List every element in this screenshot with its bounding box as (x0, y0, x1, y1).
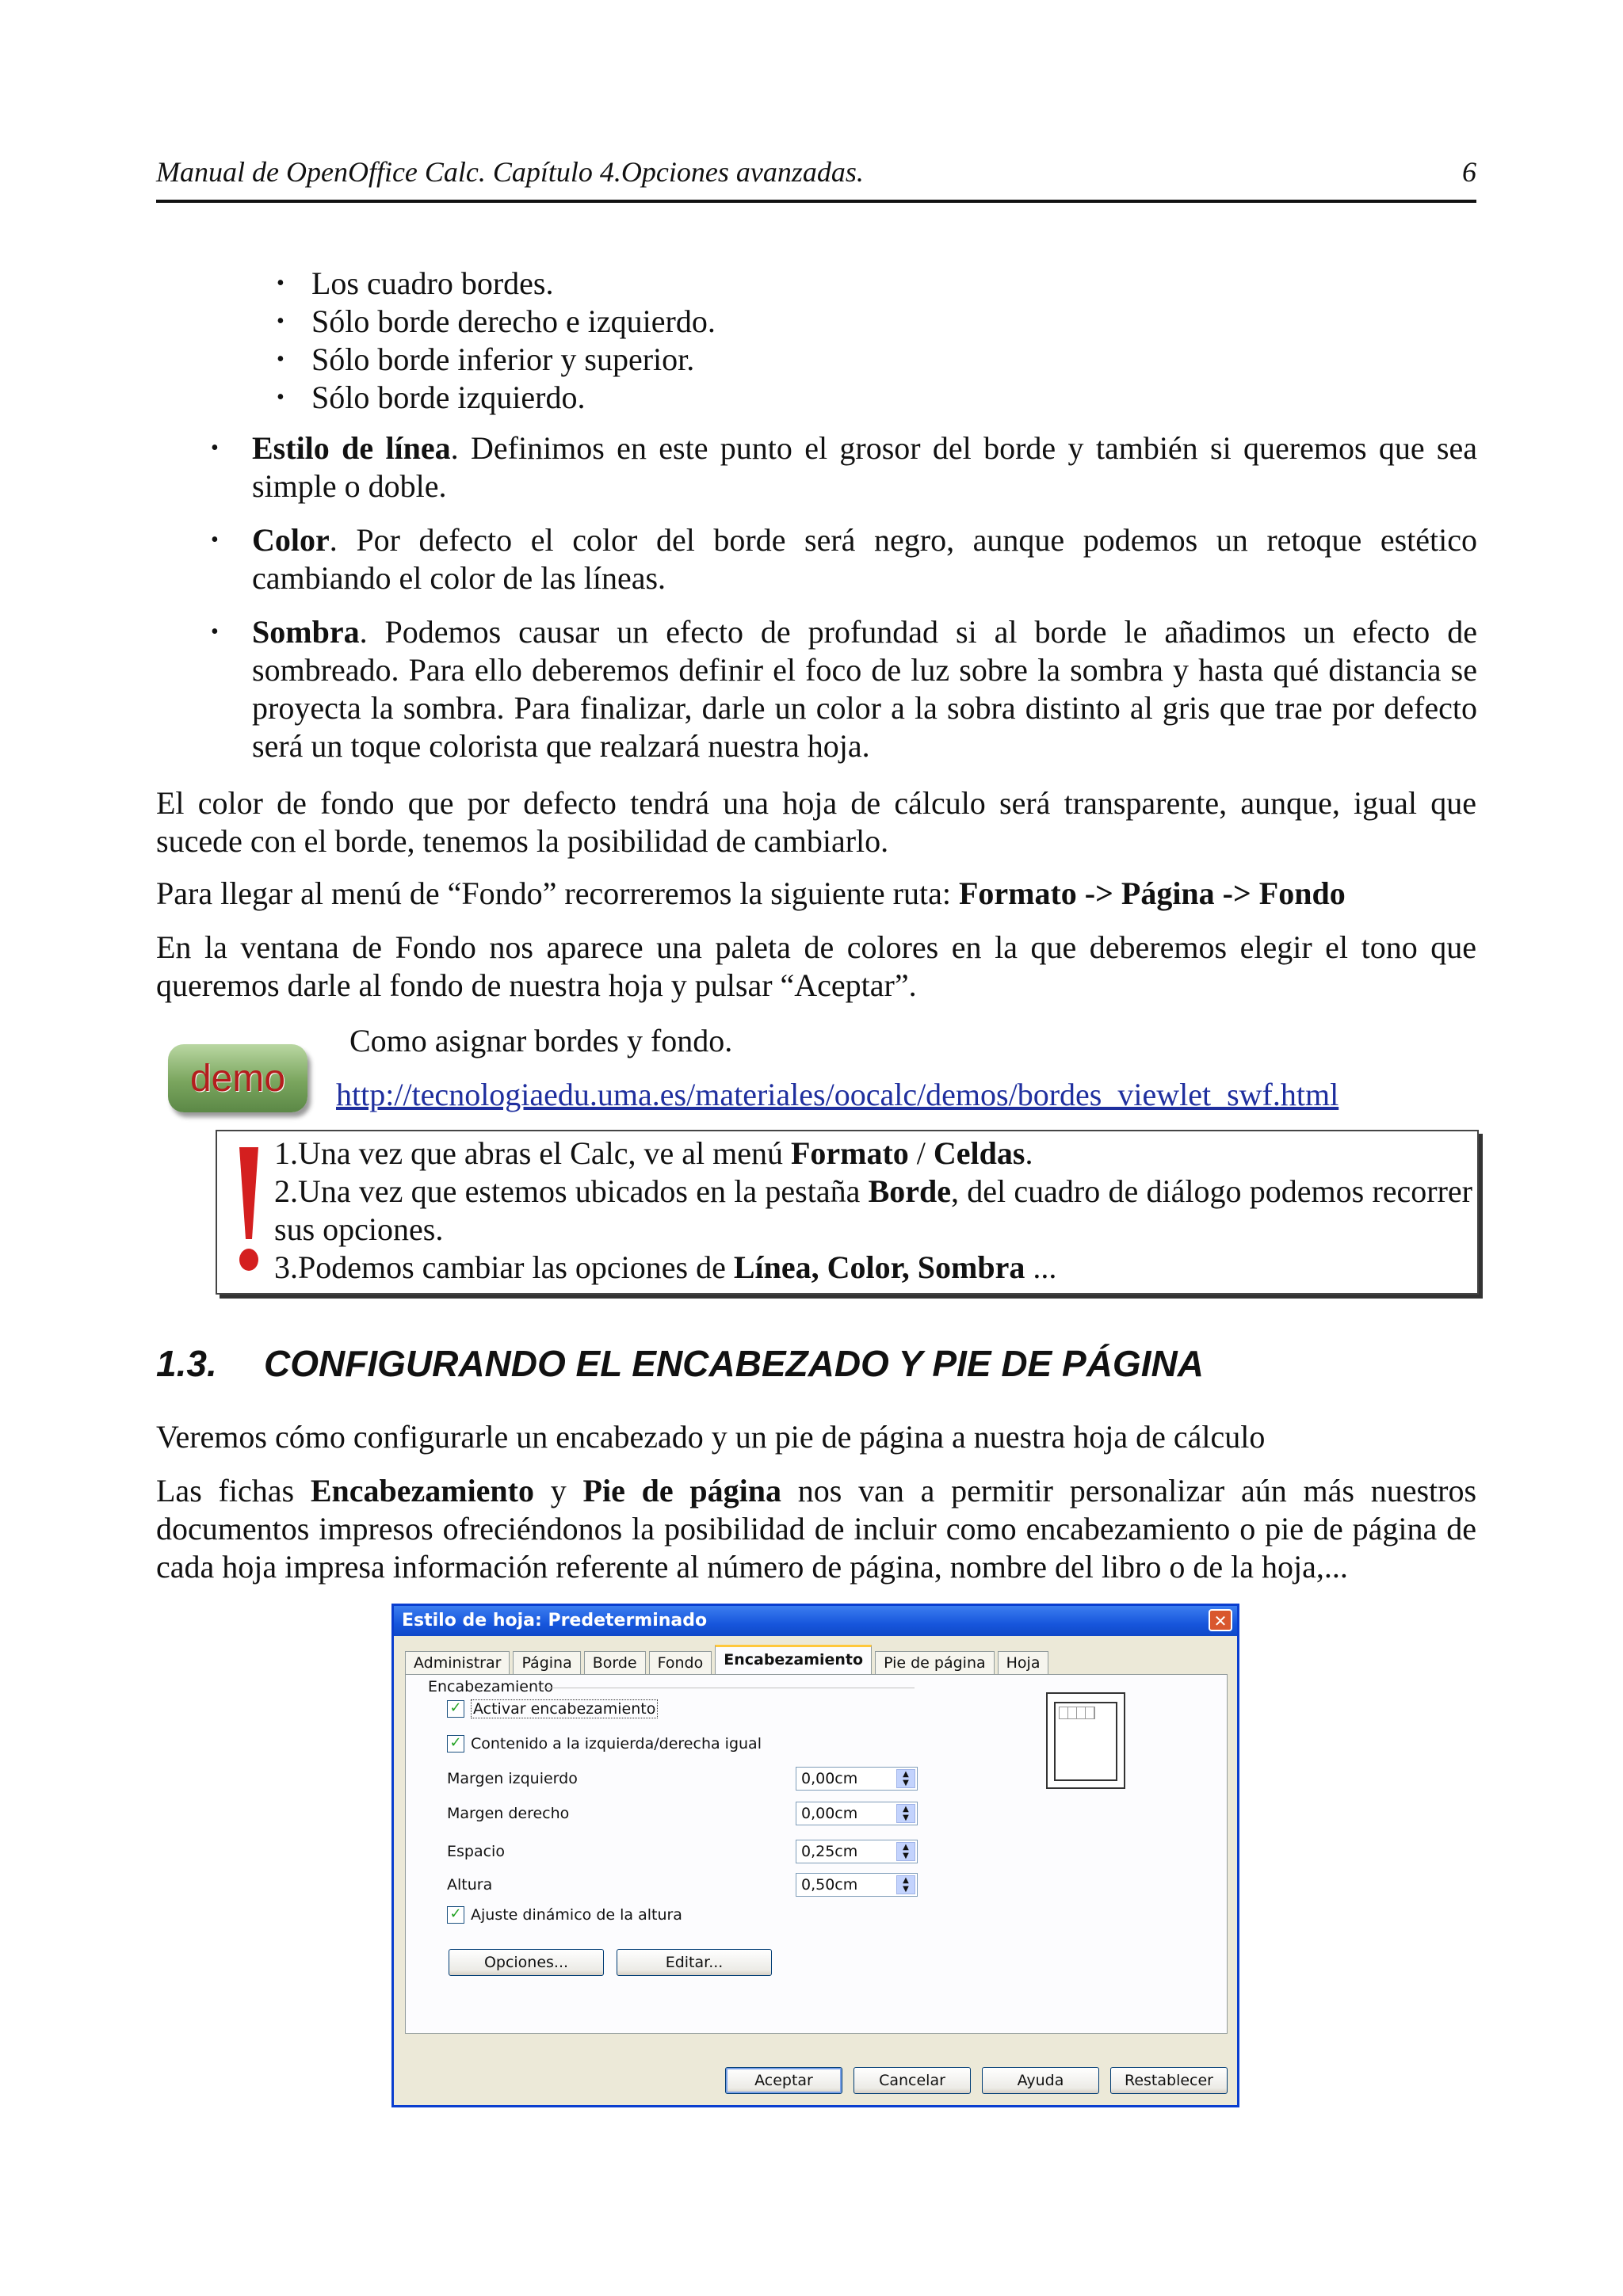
edit-button[interactable]: Editar... (617, 1949, 772, 1976)
spacing-spinner[interactable]: 0,25cm ▲ ▼ (796, 1840, 918, 1863)
header-title: Manual de OpenOffice Calc. Capítulo 4.Opciones avanzadas. (156, 156, 864, 188)
list-item: • Los cuadro bordes. (311, 265, 716, 303)
tab-hoja[interactable]: Hoja (998, 1651, 1049, 1674)
cancel-button[interactable]: Cancelar (854, 2067, 971, 2094)
reset-button[interactable]: Restablecer (1110, 2067, 1228, 2094)
term: Sombra (252, 614, 360, 650)
list-item: • Sólo borde derecho e izquierdo. (311, 303, 716, 341)
page-number: 6 (1462, 156, 1476, 188)
left-margin-spinner[interactable]: 0,00cm ▲ ▼ (796, 1767, 918, 1791)
same-content-checkbox[interactable]: ✓ Contenido a la izquierda/derecha igual (447, 1733, 762, 1754)
dialog-tabs (405, 1649, 1052, 1674)
list-item-line-style (252, 429, 1477, 505)
right-margin-label: Margen derecho (447, 1805, 570, 1822)
dynamic-height-checkbox[interactable]: ✓ Ajuste dinámico de la altura (447, 1905, 682, 1925)
checkmark-icon: ✓ (447, 1906, 464, 1924)
tab-pie-de-pagina[interactable]: Pie de página (875, 1651, 995, 1674)
page-preview (1046, 1692, 1125, 1789)
dialog-title: Estilo de hoja: Predeterminado (402, 1611, 708, 1630)
note-box (216, 1130, 1479, 1295)
section-title: CONFIGURANDO EL ENCABEZADO Y PIE DE PÁGINA (264, 1343, 1204, 1384)
page-header (156, 155, 1476, 203)
paragraph-text: Para llegar al menú de “Fondo” recorreremos la siguiente ruta: (156, 875, 959, 911)
spacing-label: Espacio (447, 1843, 505, 1860)
description: . Podemos causar un efecto de profundad si al borde le añadimos un efecto de sombreado. Para ello deberemos definir el foco de luz sobre la sombra y hasta qué distancia se proyecta la sombra. Para finalizar, darle un color a la sobra distinto al gris que trae por defecto será un toque colorista que realzará nuestra hoja. (252, 614, 1477, 764)
right-margin-spinner[interactable]: 0,00cm ▲ ▼ (796, 1802, 918, 1825)
close-button[interactable]: ✕ (1209, 1609, 1232, 1631)
height-spinner[interactable]: 0,50cm ▲ ▼ (796, 1873, 918, 1897)
tab-borde[interactable]: Borde (584, 1651, 646, 1674)
paragraph: Las fichas Encabezamiento y Pie de página nos van a permitir personalizar aún más nuestros documentos impresos ofreciéndonos la posibilidad de incluir como encabezamiento o pie de página de cada hoja impresa información referente al número de página, nombre del libro o de la hoja,... (156, 1473, 1477, 1585)
help-button[interactable]: Ayuda (982, 2067, 1099, 2094)
height-label: Altura (447, 1876, 493, 1894)
dialog-titlebar[interactable] (394, 1606, 1237, 1636)
demo-link[interactable]: http://tecnologiaedu.uma.es/materiales/oocalc/demos/bordes_viewlet_swf.html (336, 1077, 1339, 1112)
demo-badge-label: demo (189, 1057, 286, 1100)
section-number: 1.3. (156, 1343, 217, 1384)
note-line: 2.Una vez que estemos ubicados en la pestaña Borde, del cuadro de diálogo podemos recorrer sus opciones. (274, 1173, 1472, 1247)
term: Estilo de línea (252, 430, 451, 466)
tab-encabezamiento[interactable]: Encabezamiento (715, 1645, 872, 1674)
note-text (274, 1135, 1472, 1287)
left-margin-label: Margen izquierdo (447, 1770, 578, 1787)
list-item: • Sólo borde inferior y superior. (311, 341, 716, 379)
note-line: 3.Podemos cambiar las opciones de Línea, Color, Sombra ... (274, 1249, 1057, 1285)
paragraph: En la ventana de Fondo nos aparece una paleta de colores en la que deberemos elegir el tono que queremos darle al fondo de nuestra hoja y pulsar “Aceptar”. (156, 929, 1476, 1003)
spin-arrows-icon[interactable]: ▲ ▼ (896, 1842, 915, 1861)
options-button[interactable]: Opciones... (449, 1949, 604, 1976)
tab-administrar[interactable]: Administrar (405, 1651, 510, 1674)
paragraph (156, 875, 1476, 913)
spin-arrows-icon[interactable]: ▲ ▼ (896, 1804, 915, 1823)
spin-arrows-icon[interactable]: ▲ ▼ (896, 1769, 915, 1788)
paragraph: Veremos cómo configurarle un encabezado y un pie de página a nuestra hoja de cálculo (156, 1419, 1266, 1455)
spin-arrows-icon[interactable]: ▲ ▼ (896, 1875, 915, 1894)
exclamation-icon (233, 1142, 265, 1277)
note-line: 1.Una vez que abras el Calc, ve al menú Formato / Celdas. (274, 1135, 1033, 1171)
page-preview-sheet (1054, 1702, 1117, 1781)
activate-header-checkbox[interactable]: ✓ Activar encabezamiento (447, 1699, 658, 1719)
demo-title: Como asignar bordes y fondo. (349, 1023, 733, 1058)
ok-button[interactable]: Aceptar (725, 2067, 842, 2094)
page-preview-header (1059, 1707, 1095, 1719)
menu-path: Formato -> Página -> Fondo (958, 875, 1346, 911)
border-options-list (311, 265, 716, 417)
page-style-dialog (391, 1604, 1239, 2107)
tab-fondo[interactable]: Fondo (649, 1651, 712, 1674)
demo-badge[interactable] (168, 1044, 307, 1112)
tab-pagina[interactable]: Página (513, 1651, 580, 1674)
list-item-color (252, 521, 1477, 597)
checkmark-icon: ✓ (447, 1735, 464, 1753)
description: . Por defecto el color del borde será negro, aunque podemos un retoque estético cambiando el color de las líneas. (252, 522, 1477, 596)
checkmark-icon: ✓ (447, 1700, 464, 1718)
section-heading (156, 1342, 1204, 1385)
list-item-shadow (252, 613, 1477, 765)
tab-panel (405, 1674, 1228, 2034)
term: Color (252, 522, 330, 558)
description: . Definimos en este punto el grosor del borde y también si queremos que sea simple o doble. (252, 430, 1477, 504)
paragraph: El color de fondo que por defecto tendrá una hoja de cálculo será transparente, aunque, igual que sucede con el borde, tenemos la posibilidad de cambiarlo. (156, 785, 1476, 859)
list-item: • Sólo borde izquierdo. (311, 379, 716, 417)
group-label: Encabezamiento (428, 1678, 554, 1695)
